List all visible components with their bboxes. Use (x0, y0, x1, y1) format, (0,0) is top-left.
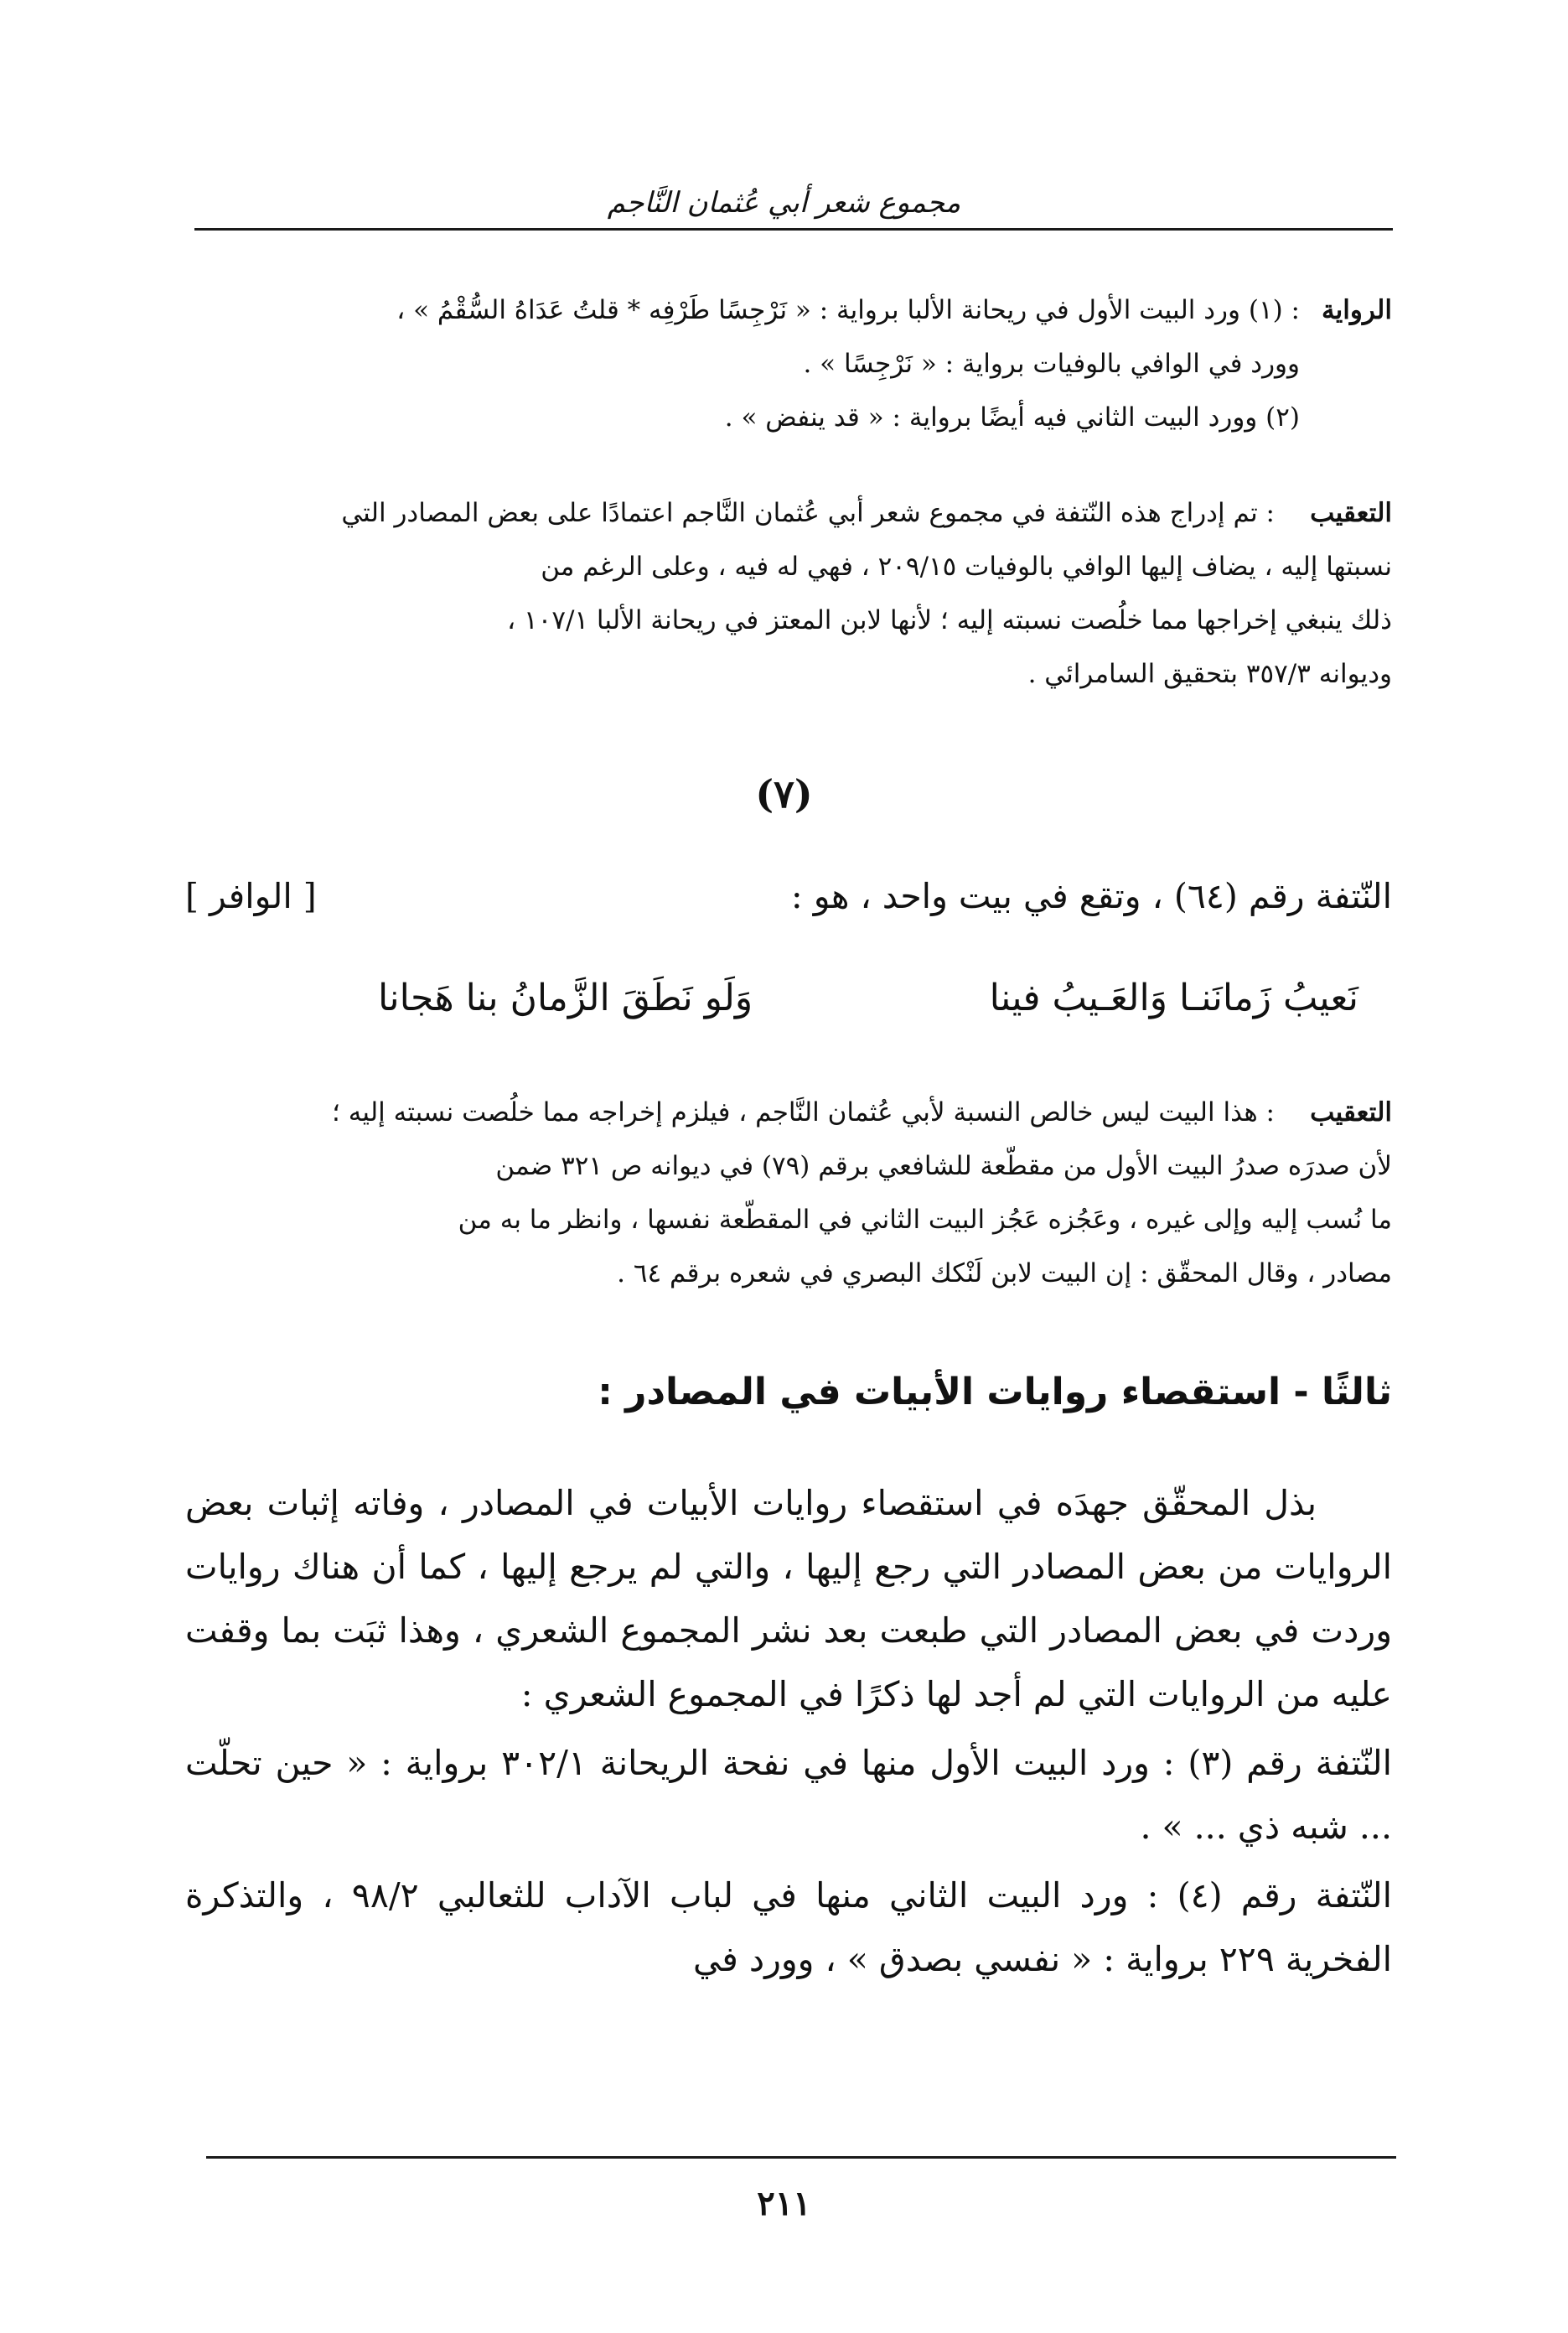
taqib1-line-4: وديوانه ٣٥٧/٣ بتحقيق السامرائي . (1027, 659, 1392, 689)
taqib2-line-4: مصادر ، وقال المحقّق : إن البيت لابن لَنْكك البصري في شعره برقم ٦٤ . (617, 1258, 1392, 1288)
page-number: ٢١١ (757, 2184, 811, 2223)
riwaya-note (185, 283, 1392, 444)
taqib2-line-2: لأن صدرَه صدرُ البيت الأول من مقطّعة للشافعي برقم (٧٩) في ديوانه ص ٣٢١ ضمن (495, 1151, 1392, 1181)
taqib-note-2 (185, 1086, 1392, 1300)
taqib1-line-2: نسبتها إليه ، يضاف إليها الوافي بالوفيات ٢٠٩/١٥ ، فهي له فيه ، وعلى الرغم من (541, 552, 1392, 582)
body-paragraph-3: النّتفة رقم (٤) : ورد البيت الثاني منها في لباب الآداب للثعالبي ٩٨/٢ ، والتذكرة الفخرية ٢٢٩ برواية : « نفسي بصدق » ، وورد في (185, 1875, 1392, 1979)
taqib-note-1 (185, 486, 1392, 701)
section-number: (٧) (755, 771, 813, 817)
taqib2-line-1: : هذا البيت ليس خالص النسبة لأبي عُثمان النَّاجم ، فيلزم إخراجه مما خلُصت نسبته إليه ؛ (332, 1097, 1275, 1128)
header-rule (194, 228, 1393, 231)
taqib1-label: التعقيب (1310, 498, 1392, 528)
nutfa-text: النّتفة رقم (٦٤) ، وتقع في بيت واحد ، هو : (790, 876, 1392, 916)
taqib1-line-1: : تم إدراج هذه النّتفة في مجموع شعر أبي عُثمان النَّاجم اعتمادًا على بعض المصادر التي (341, 498, 1275, 528)
riwaya-line-3: (٢) وورد البيت الثاني فيه أيضًا برواية : « قد ينفض » . (724, 402, 1300, 433)
meter-label: [ الوافر ] (185, 876, 317, 916)
verse-line (185, 977, 1392, 1019)
riwaya-line-1: : (١) ورد البيت الأول في ريحانة الألبا برواية : « نَرْجِسًا طَرْفِه * قلتُ عَدَاهُ السُّقْمُ » ، (396, 295, 1300, 325)
nutfa-heading (185, 876, 1392, 916)
body-text (185, 1471, 1392, 1991)
section-title: ثالثًا - استقصاء روايات الأبيات في المصادر : (598, 1371, 1392, 1413)
body-paragraph-2: النّتفة رقم (٣) : ورد البيت الأول منها في نفحة الريحانة ٣٠٢/١ برواية : « حين تحلّت ... شبه ذي ... » . (185, 1743, 1392, 1847)
body-paragraph-1: بذل المحقّق جهدَه في استقصاء روايات الأبيات في المصادر ، وفاته إثبات بعض الروايات من بعض المصادر التي رجع إليها ، والتي لم يرجع إليها ، كما أن هناك روايات وردت في بعض المصادر التي طبعت بعد نشر المجموع الشعري ، وهذا ثبَت بما وقفت عليه من الروايات التي لم أجد لها ذكرًا في المجموع الشعري : (185, 1483, 1392, 1714)
taqib2-label: التعقيب (1310, 1097, 1392, 1128)
taqib1-line-3: ذلك ينبغي إخراجها مما خلُصت نسبته إليه ؛ لأنها لابن المعتز في ريحانة الألبا ١٠٧/١ ، (507, 605, 1392, 635)
riwaya-line-2: وورد في الوافي بالوفيات برواية : « نَرْجِسًا » . (803, 349, 1300, 379)
riwaya-label: الرواية (1322, 295, 1392, 325)
taqib2-line-3: ما نُسب إليه وإلى غيره ، وعَجُزه عَجُز البيت الثاني في المقطّعة نفسها ، وانظر ما به من (458, 1205, 1392, 1235)
verse-hemistich-2: وَلَو نَطَقَ الزَّمانُ بنا هَجانا (378, 977, 753, 1019)
running-header: مجموع شعر أبي عُثمان النَّاجم (607, 186, 961, 220)
verse-hemistich-1: نَعيبُ زَمانَنـا وَالعَـيبُ فينا (989, 977, 1358, 1019)
footer-rule (206, 2156, 1396, 2159)
